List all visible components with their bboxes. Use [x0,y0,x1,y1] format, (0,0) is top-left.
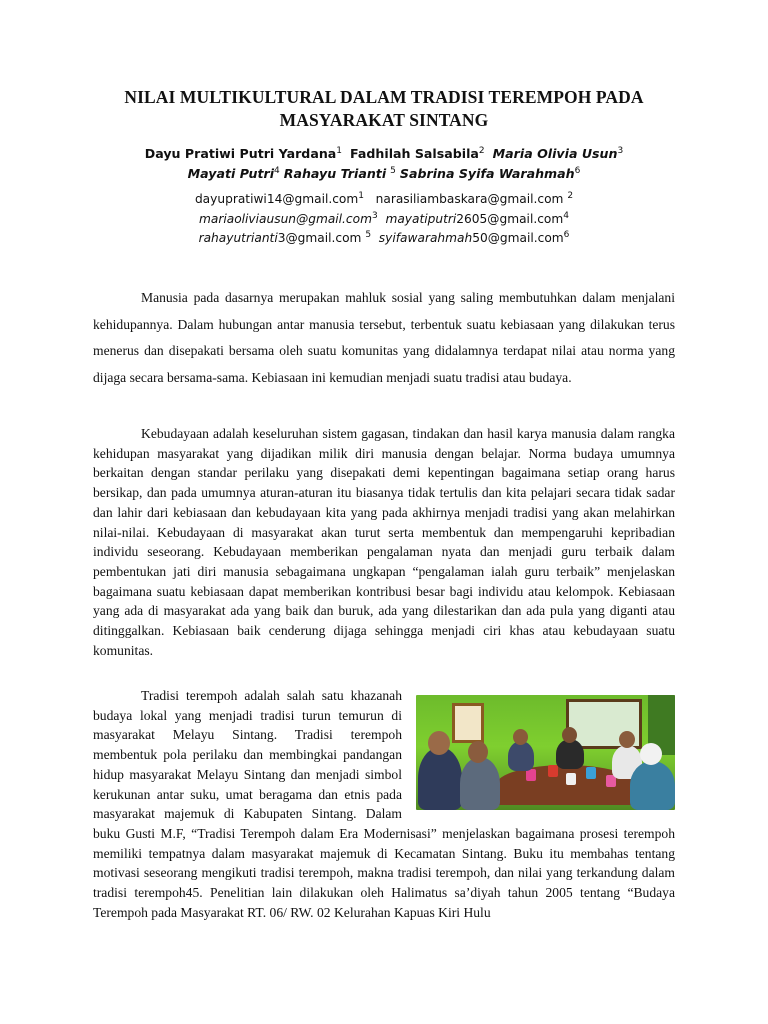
photo-person [630,761,675,810]
title-line-1: NILAI MULTIKULTURAL DALAM TRADISI TEREMPOH PADA [124,87,644,107]
author-line-2 [60,164,708,184]
photo-person-head [468,741,488,763]
author-index: 1 [336,145,343,156]
email-index: 2 [567,190,574,201]
author-email-suffix: 50@gmail.com [472,231,564,245]
author-email-prefix: mayatiputri [385,211,457,226]
photo-person-head [640,743,662,765]
email-list [60,190,708,249]
author-list [60,144,708,184]
author-email: mariaoliviausun@gmail.com [199,211,372,226]
author-index: 6 [574,165,581,176]
author-email: narasiliambaskara@gmail.com [375,192,564,206]
author-index: 4 [274,165,280,176]
photo-cup [548,765,558,777]
email-line-1 [60,190,708,210]
email-index: 5 [365,229,372,240]
email-index: 1 [358,190,364,201]
photo-cup [586,767,596,779]
author-email-prefix: rahayutrianti [198,231,278,245]
photo-person [460,757,500,810]
author-email-prefix: syifawarahmah [378,231,473,245]
photo-person-head [619,731,635,748]
figure-photo-gathering [416,695,675,810]
photo-person-head [428,731,450,755]
email-index: 3 [371,210,378,221]
body-paragraph-1: Manusia pada dasarnya merupakan mahluk sosial yang saling membutuhkan dalam menjalani kehidupannya. Dalam hubungan antar manusia tersebut, terbentuk suatu kebiasaan yang dilakukan terus menerus dan disepakati bersama oleh suatu komunitas yang didalamnya terdapat nilai atau norma yang dijaga secara bersama-sama. Kebiasaan ini kemudian menjadi suatu tradisi atau budaya. [93,290,675,385]
author-email: dayupratiwi14@gmail.com [194,192,359,206]
title-line-2: MASYARAKAT SINTANG [279,110,489,130]
author-index: 5 [390,165,396,176]
photo-wall-frame [452,703,484,743]
photo-person-head [513,729,528,745]
paper-title [80,86,688,132]
photo-cup [566,773,576,785]
author-line-1 [60,144,708,164]
photo-person [418,747,462,810]
author-name: Dayu Pratiwi Putri Yardana [144,146,337,161]
author-email-suffix: 3@gmail.com [277,231,362,245]
photo-person [508,741,534,771]
body-paragraph-2: Kebudayaan adalah keseluruhan sistem gagasan, tindakan dan hasil karya manusia dalam rangka kehidupan masyarakat yang dijadikan milik diri manusia dengan belajar. Norma budaya umumnya berkaitan dengan standar perilaku yang disepakati demi kepentingan bagaimana setiap orang harus bersikap, dan pada umumnya aturan-aturan itu biasanya tidak tertulis dan kita pelajari secara tidak sadar dan lahir dari kebiasaan dan kebudayaan kita yang pada akhirnya menjadi tradisi yang akan melahirkan nilai-nilai. Kebudayaan di masyarakat akan turut serta membentuk dan mempengaruhi kepribadian individu seseorang. Kebudayaan memberikan pengalaman nyata dan menjadi guru terbaik dalam pembentukan jati diri manusia sebagaimana ungkapan “pengalaman ialah guru terbaik” menjelaskan bagaimana suatu kebiasaan dapat memberikan kontribusi besar bagi individu atau kelompok. Kebiasaan yang ada di masyarakat ada yang baik dan buruk, ada yang dilestarikan dan ada pula yang diganti atau ditinggalkan. Kebiasaan baik cenderung dijaga sehingga menjadi ciri khas atau kebudayaan suatu komunitas. [93,426,675,658]
author-name: Mayati Putri [187,166,275,181]
author-email-suffix: 2605@gmail.com [456,211,564,226]
author-index: 3 [617,145,624,156]
email-index: 6 [563,229,570,240]
author-index: 2 [478,145,485,156]
photo-person-head [562,727,577,743]
author-name: Maria Olivia Usun [492,146,618,161]
author-name: Fadhilah Salsabila [350,146,479,161]
paragraph-with-figure [93,686,675,922]
email-line-2 [60,210,708,230]
photo-person [556,739,584,769]
email-line-3 [60,229,708,249]
body-paragraph-3: Tradisi terempoh adalah salah satu khazanah budaya lokal yang menjadi tradisi turun temurun di masyarakat Melayu Sintang. Tradisi terempoh membentuk pola perilaku dan membingkai pandangan hidup masyarakat Melayu Sintang dan menjadi simbol kerukunan antar suku, umat beragama dan etnis pada masyarakat majemuk di Kabupaten Sintang. Dalam buku Gusti M.F, “Tradisi Terempoh dalam Era Modernisasi” menjelaskan bagaimana prosesi terempoh memiliki tempatnya dalam masyarakat majemuk di Kecamatan Sintang. Buku itu membahas tentang motivasi seseorang mengikuti tradisi terempoh, makna tradisi terempoh, dan nilai yang terkandung dalam tradisi terempoh45. Penelitian lain dilakukan oleh Halimatus sa’diyah tahun 2005 tentang “Budaya Terempoh pada Masyarakat RT. 06/ RW. 02 Kelurahan Kapuas Kiri Hulu [93,688,675,920]
email-index: 4 [563,210,569,221]
author-name: Sabrina Syifa Warahmah [399,166,575,181]
author-name: Rahayu Trianti [283,166,387,181]
